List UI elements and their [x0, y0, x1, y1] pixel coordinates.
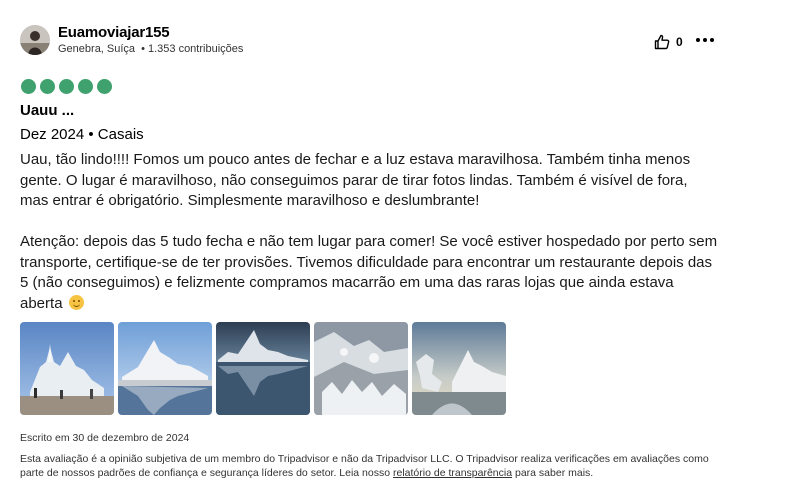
user-contributions: 1.353 contribuições — [147, 43, 244, 55]
temple-photo-3[interactable] — [216, 322, 310, 415]
user-meta — [58, 43, 243, 55]
more-horizontal-icon — [696, 38, 700, 42]
user-location: Genebra, Suíça — [58, 43, 136, 55]
disclaimer-text-end: para saber mais. — [512, 466, 594, 479]
review-paragraph-1: Uau, tão lindo!!!! Fomos um pouco antes de fechar e a luz estava maravilhosa. Também tinha menos gente. O lugar é maravilhoso, não conseguimos parar de tirar fotos lindas. Também é visível de fora, mas entrar é obrigatório. Simplesmente maravilhoso e deslumbrante! — [20, 151, 691, 209]
trip-info: Dez 2024 • Casais — [20, 126, 144, 143]
meta-separator: • — [141, 43, 145, 55]
review-photos — [20, 322, 506, 415]
review-paragraph-2 — [20, 232, 720, 314]
review-title: Uauu ... — [20, 102, 75, 119]
transparency-report-link[interactable]: relatório de transparência — [393, 466, 513, 479]
written-date: Escrito em 30 de dezembro de 2024 — [20, 432, 190, 444]
rating-bubble-icon — [40, 79, 55, 94]
temple-photo-2[interactable] — [118, 322, 212, 415]
helpful-vote-button[interactable] — [654, 34, 683, 50]
temple-photo-5[interactable] — [412, 322, 506, 415]
more-options-button[interactable] — [696, 32, 714, 48]
username[interactable]: Euamoviajar155 — [58, 24, 170, 41]
rating-bubble-icon — [78, 79, 93, 94]
rating-bubble-icon — [97, 79, 112, 94]
helpful-count: 0 — [676, 35, 683, 49]
rating-bubble-icon — [21, 79, 36, 94]
rating-bubble-icon — [59, 79, 74, 94]
avatar-photo — [20, 25, 50, 55]
temple-photo-4[interactable] — [314, 322, 408, 415]
review-paragraph-2-text: Atenção: depois das 5 tudo fecha e não tem lugar para comer! Se você estiver hospedado por perto sem transporte, certifique-se de ter provisões. Tivemos dificuldade para encontrar um restaurante depois das 5 (não conseguimos) e felizmente compramos macarrão em uma das raras lojas que ainda estava aberta — [20, 233, 718, 312]
thumbs-up-icon — [654, 34, 670, 50]
review-text — [20, 150, 720, 314]
smiling-face-emoji-icon — [69, 295, 84, 310]
rating-bubbles — [21, 79, 112, 94]
disclaimer-text: Esta avaliação é a opinião subjetiva de um membro do Tripadvisor e não da Tripadvisor LLC. O Tripadvisor realiza verificações em avaliações como parte de nossos padrões de confiança e segurança líderes do setor. Leia nosso — [20, 453, 709, 479]
review-disclaimer — [20, 453, 730, 480]
temple-photo-1[interactable] — [20, 322, 114, 415]
user-avatar[interactable] — [20, 25, 50, 55]
